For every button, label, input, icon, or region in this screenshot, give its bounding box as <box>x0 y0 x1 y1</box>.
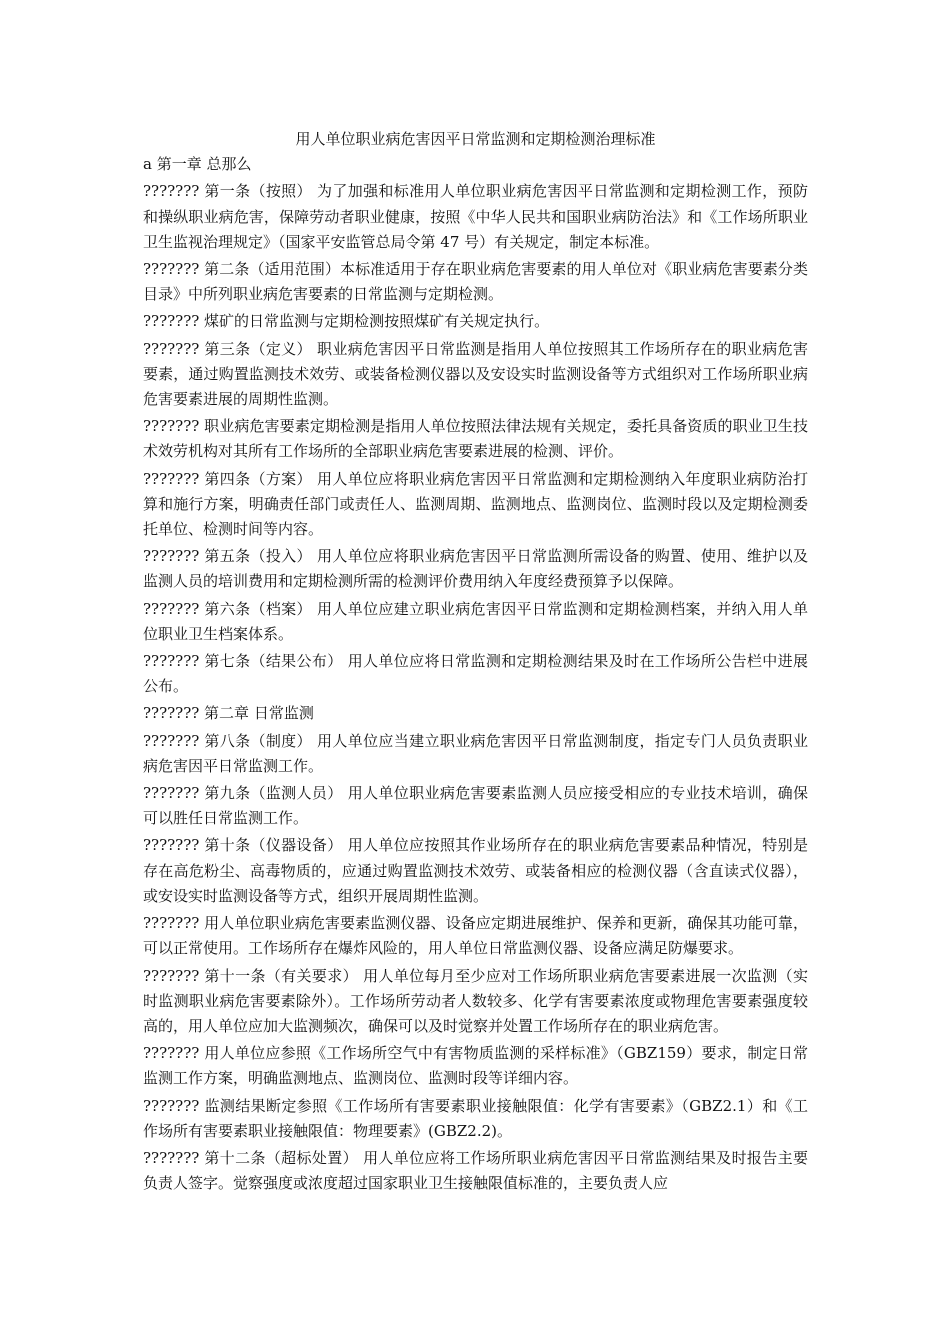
article-paragraph: ??????? 第五条（投入） 用人单位应将职业病危害因平日常监测所需设备的购置、使用、维护以及监测人员的培训费用和定期检测所需的检测评价费用纳入年度经费预算予以保障。 <box>143 547 808 591</box>
chapter-heading-1: a 第一章 总那么 <box>143 155 252 174</box>
document-page <box>143 127 808 1198</box>
article-paragraph: ??????? 监测结果断定参照《工作场所有害要素职业接触限值：化学有害要素》（GBZ2.1）和《工作场所有害要素职业接触限值：物理要素》(GBZ2.2)。 <box>143 1096 808 1140</box>
article-paragraph: ??????? 用人单位职业病危害要素监测仪器、设备应定期进展维护、保养和更新，确保其功能可靠，可以正常使用。工作场所存在爆炸风险的，用人单位日常监测仪器、设备应满足防爆要求。 <box>143 914 808 958</box>
article-paragraph: ??????? 第十一条（有关要求） 用人单位每月至少应对工作场所职业病危害要素进展一次监测（实时监测职业病危害要素除外）。工作场所劳动者人数较多、化学有害要素浓度或物理危害要素强度较高的，用人单位应加大监测频次，确保可以及时觉察并处置工作场所存在的职业病危害。 <box>143 966 808 1035</box>
article-paragraph: ??????? 职业病危害要素定期检测是指用人单位按照法律法规有关规定，委托具备资质的职业卫生技术效劳机构对其所有工作场所的全部职业病危害要素进展的检测、评价。 <box>143 417 808 461</box>
article-paragraph: ??????? 用人单位应参照《工作场所空气中有害物质监测的采样标准》（GBZ159）要求，制定日常监测工作方案，明确监测地点、监测岗位、监测时段等详细内容。 <box>143 1044 808 1088</box>
article-paragraph: ??????? 第六条（档案） 用人单位应建立职业病危害因平日常监测和定期检测档案，并纳入用人单位职业卫生档案体系。 <box>143 599 808 643</box>
article-paragraph: ??????? 第十二条（超标处置） 用人单位应将工作场所职业病危害因平日常监测结果及时报告主要负责人签字。觉察强度或浓度超过国家职业卫生接触限值标准的，主要负责人应 <box>143 1148 808 1193</box>
article-paragraph: ??????? 第七条（结果公布） 用人单位应将日常监测和定期检测结果及时在工作场所公告栏中进展公布。 <box>143 652 808 696</box>
article-paragraph: ??????? 第十条（仪器设备） 用人单位应按照其作业场所存在的职业病危害要素品种情况，特别是存在高危粉尘、高毒物质的，应通过购置监测技术效劳、或装备相应的检测仪器（含直读式仪器），或安设实时监测设备等方式，组织开展周期性监测。 <box>143 836 808 905</box>
article-paragraph: ??????? 第四条（方案） 用人单位应将职业病危害因平日常监测和定期检测纳入年度职业病防治打算和施行方案，明确责任部门或责任人、监测周期、监测地点、监测岗位、监测时段以及定期检测委托单位、检测时间等内容。 <box>143 469 808 539</box>
chapter-heading-2: ??????? 第二章 日常监测 <box>143 704 314 723</box>
document-title: 用人单位职业病危害因平日常监测和定期检测治理标准 <box>295 130 656 148</box>
article-paragraph: ??????? 第九条（监测人员） 用人单位职业病危害要素监测人员应接受相应的专业技术培训，确保可以胜任日常监测工作。 <box>143 784 808 828</box>
article-paragraph: ??????? 第八条（制度） 用人单位应当建立职业病危害因平日常监测制度，指定专门人员负责职业病危害因平日常监测工作。 <box>143 731 808 775</box>
article-paragraph: ??????? 第二条（适用范围）本标准适用于存在职业病危害要素的用人单位对《职业病危害要素分类目录》中所列职业病危害要素的日常监测与定期检测。 <box>143 260 808 304</box>
article-paragraph: ??????? 煤矿的日常监测与定期检测按照煤矿有关规定执行。 <box>143 312 550 331</box>
article-paragraph: ??????? 第三条（定义） 职业病危害因平日常监测是指用人单位按照其工作场所存在的职业病危害要素，通过购置监测技术效劳、或装备检测仪器以及安设实时监测设备等方式组织对工作场所职业病危害要素进展的周期性监测。 <box>143 339 808 409</box>
article-paragraph: ??????? 第一条（按照） 为了加强和标准用人单位职业病危害因平日常监测和定期检测工作，预防和操纵职业病危害，保障劳动者职业健康，按照《中华人民共和国职业病防治法》和《工作场所职业卫生监视治理规定》（国家平安监管总局令第 47 号）有关规定，制定本标准。 <box>143 182 808 251</box>
